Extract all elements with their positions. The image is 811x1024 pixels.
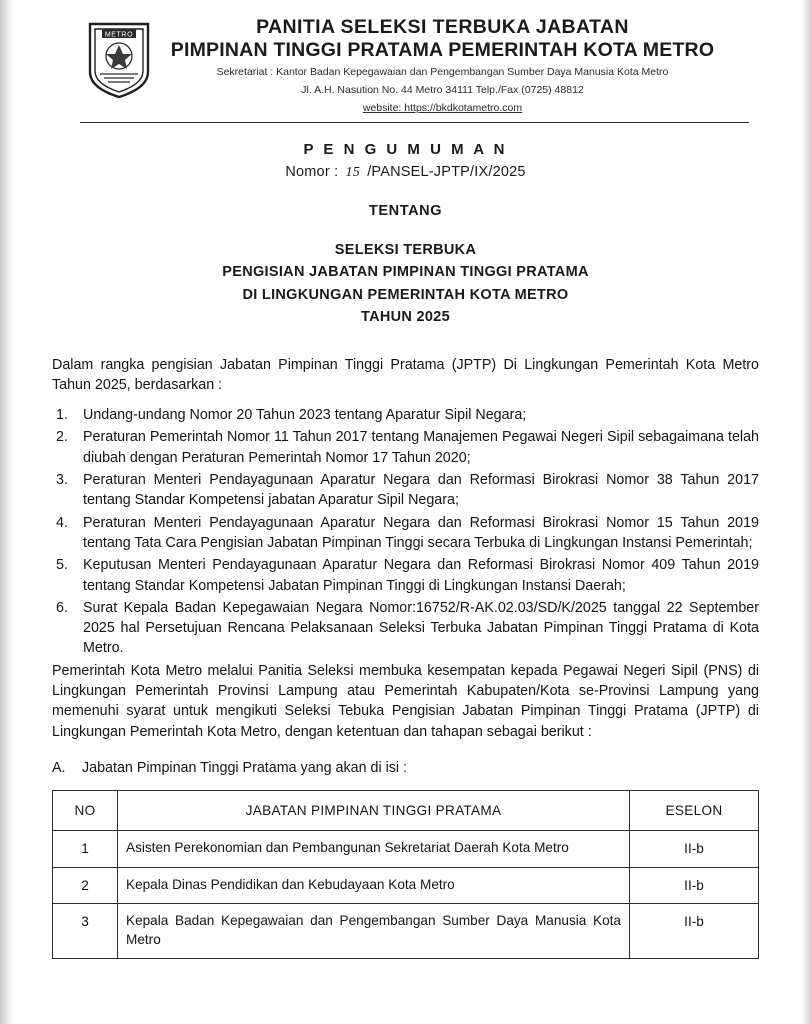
list-item xyxy=(52,598,759,659)
nomor-handwritten-value: 15 xyxy=(345,164,360,180)
section-a-title: Jabatan Pimpinan Tinggi Pratama yang akan di isi : xyxy=(82,759,408,776)
title-block xyxy=(52,141,759,329)
cell-eselon: II-b xyxy=(630,831,759,867)
list-item-number: 3. xyxy=(56,472,68,489)
subject-line-4: TAHUN 2025 xyxy=(361,309,450,326)
document-number xyxy=(52,164,759,181)
list-item-number: 4. xyxy=(56,514,68,531)
section-a-letter: A. xyxy=(52,759,66,776)
table-row xyxy=(53,867,759,903)
nomor-suffix: /PANSEL-JPTP/IX/2025 xyxy=(367,163,526,180)
list-item-number: 6. xyxy=(56,599,68,616)
cell-no: 1 xyxy=(53,831,118,867)
section-a-heading xyxy=(52,758,759,778)
secretariat-line: Sekretariat : Kantor Badan Kepegawaian dan Pengembangan Sumber Daya Manusia Kota Metro xyxy=(216,66,669,78)
legal-basis-list xyxy=(52,405,759,659)
list-item-text: Peraturan Menteri Pendayagunaan Aparatur Negara dan Reformasi Birokrasi Nomor 15 Tahun 2019 tentang Tata Cara Pengisian Jabatan Pimpinan Tinggi secara Terbuka di Lingkungan Instansi Pemerintah; xyxy=(83,514,759,551)
svg-text:METRO: METRO xyxy=(104,31,134,39)
cell-jabatan: Kepala Dinas Pendidikan dan Kebudayaan Kota Metro xyxy=(118,867,630,903)
column-header-no: NO xyxy=(53,791,118,831)
list-item-number: 1. xyxy=(56,407,68,424)
list-item xyxy=(52,470,759,511)
table-header-row xyxy=(53,791,759,831)
column-header-eselon: ESELON xyxy=(630,791,759,831)
subject-line-1: SELEKSI TERBUKA xyxy=(334,241,477,258)
list-item xyxy=(52,405,759,425)
metro-city-emblem-icon xyxy=(82,16,156,100)
list-item-text: Peraturan Menteri Pendayagunaan Aparatur Negara dan Reformasi Birokrasi Nomor 38 Tahun 2017 tentang Standar Kompetensi jabatan Aparatur Sipil Negara; xyxy=(83,472,759,509)
address-line: Jl. A.H. Nasution No. 44 Metro 34111 Telp./Fax (0725) 48812 xyxy=(301,84,584,97)
nomor-prefix: Nomor : xyxy=(285,163,339,180)
cell-jabatan: Asisten Perekonomian dan Pembangunan Sekretariat Daerah Kota Metro xyxy=(118,831,630,867)
document-type-heading: P E N G U M U M A N xyxy=(303,140,508,158)
org-line-2: PIMPINAN TINGGI PRATAMA PEMERINTAH KOTA METRO xyxy=(170,39,715,61)
list-item-text: Surat Kepala Badan Kepegawaian Negara Nomor:16752/R-AK.02.03/SD/K/2025 tanggal 22 September 2025 hal Persetujuan Rencana Pelaksanaan Seleksi Terbuka Jabatan Pimpinan Tinggi Pratama di Kota Metro. xyxy=(83,599,759,657)
list-item-text: Undang-undang Nomor 20 Tahun 2023 tentang Aparatur Sipil Negara; xyxy=(83,407,527,424)
website-link[interactable]: website: https://bkdkotametro.com xyxy=(362,102,523,115)
letterhead-text xyxy=(156,16,759,117)
subject-line-3: DI LINGKUNGAN PEMERINTAH KOTA METRO xyxy=(242,286,569,303)
cell-jabatan: Kepala Badan Kepegawaian dan Pengembangan Sumber Daya Manusia Kota Metro xyxy=(118,904,630,959)
letterhead xyxy=(52,10,759,117)
document-body xyxy=(52,355,759,959)
cell-no: 3 xyxy=(53,904,118,959)
list-item xyxy=(52,427,759,468)
jabatan-table xyxy=(52,790,759,958)
cell-eselon: II-b xyxy=(630,867,759,903)
list-item xyxy=(52,513,759,554)
list-item xyxy=(52,555,759,596)
list-item-number: 2. xyxy=(56,429,68,446)
cell-no: 2 xyxy=(53,867,118,903)
list-item-text: Keputusan Menteri Pendayagunaan Aparatur Negara dan Reformasi Birokrasi Nomor 409 Tahun 2019 tentang Standar Kompetensi Jabatan Pimpinan Tinggi di Lingkungan Instansi Daerah; xyxy=(83,557,759,594)
table-row xyxy=(53,904,759,959)
tentang-label: TENTANG xyxy=(368,202,443,219)
list-item-text: Peraturan Pemerintah Nomor 11 Tahun 2017 tentang Manajemen Pegawai Negeri Sipil sebagaimana telah diubah dengan Peraturan Pemerintah Nomor 17 Tahun 2020; xyxy=(83,429,759,466)
list-item-number: 5. xyxy=(56,557,68,574)
second-paragraph: Pemerintah Kota Metro melalui Panitia Seleksi membuka kesempatan kepada Pegawai Negeri Sipil (PNS) di Lingkungan Pemerintah Provinsi Lampung atau Pemerintah Kabupaten/Kota se-Provinsi Lampung yang memenuhi syarat untuk mengikuti Seleksi Tebuka Pengisian Jabatan Pimpinan Tinggi Pratama (JPTP) di Lingkungan Pemerintah Kota Metro, dengan ketentuan dan tahapan sebagai berikut : xyxy=(52,662,759,740)
intro-paragraph: Dalam rangka pengisian Jabatan Pimpinan Tinggi Pratama (JPTP) Di Lingkungan Pemerintah Kota Metro Tahun 2025, berdasarkan : xyxy=(52,356,759,393)
cell-eselon: II-b xyxy=(630,904,759,959)
letterhead-divider xyxy=(80,122,749,123)
column-header-jabatan: JABATAN PIMPINAN TINGGI PRATAMA xyxy=(118,791,630,831)
table-row xyxy=(53,831,759,867)
org-line-1: PANITIA SELEKSI TERBUKA JABATAN xyxy=(256,16,629,38)
subject-line-2: PENGISIAN JABATAN PIMPINAN TINGGI PRATAMA xyxy=(222,264,589,281)
